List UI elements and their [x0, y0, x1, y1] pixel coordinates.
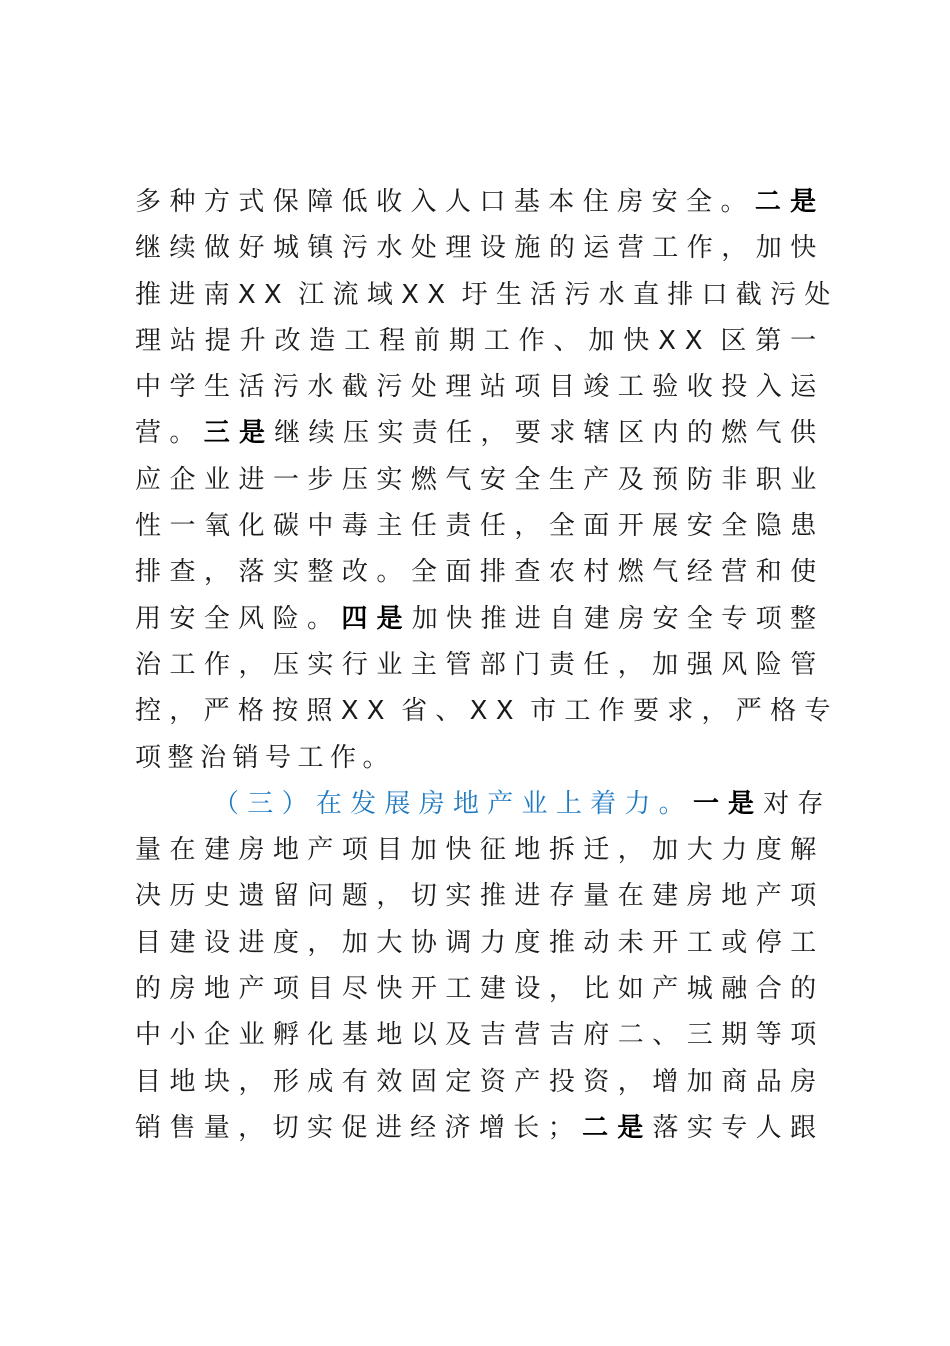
section-heading-line — [135, 781, 824, 827]
text-span: 项整治销号工作。 — [135, 742, 396, 773]
text-line — [135, 225, 816, 271]
text-line — [135, 457, 816, 503]
text-line — [135, 318, 816, 364]
text-line — [135, 642, 816, 688]
text-span: 多 种 方 式 保 障 低 收 入 人 口 基 本 住 房 安 全 。 — [135, 187, 747, 217]
text-span: 继 续 做 好 城 镇 污 水 处 理 设 施 的 运 营 工 作 ， 加 快 — [135, 233, 817, 264]
text-line — [135, 596, 816, 642]
text-line — [135, 364, 816, 410]
text-span: 对 存 — [763, 788, 824, 819]
text-span: 目 地 块 ， 形 成 有 效 固 定 资 产 投 资 ， 增 加 商 品 房 — [135, 1066, 817, 1097]
text-span: 落 实 专 人 跟 — [652, 1112, 817, 1143]
text-span: 控 ， 严 格 按 照 X X 省 、 X X 市 工 作 要 求 ， 严 格 专 — [135, 696, 831, 727]
text-span: 目 建 设 进 度 ， 加 大 协 调 力 度 推 动 未 开 工 或 停 工 — [135, 927, 817, 958]
emphasis-span: 一 是 — [692, 788, 755, 819]
emphasis-span: 三 是 — [203, 418, 265, 449]
text-line — [135, 1012, 816, 1058]
text-line — [135, 688, 831, 734]
text-line — [135, 410, 816, 456]
text-line — [135, 272, 831, 318]
text-span: 排 查 ， 落 实 整 改 。 全 面 排 查 农 村 燃 气 经 营 和 使 — [135, 557, 817, 588]
text-span: 营 。 — [135, 418, 196, 449]
text-line — [135, 827, 816, 873]
emphasis-span: 二 是 — [582, 1112, 644, 1143]
text-span: 用 安 全 风 险 。 — [135, 603, 333, 634]
text-line — [135, 966, 816, 1012]
text-span: 量 在 建 房 地 产 项 目 加 快 征 地 拆 迁 ， 加 大 力 度 解 — [135, 835, 817, 866]
text-span: 理 站 提 升 改 造 工 程 前 期 工 作 、 加 快 X X 区 第 一 — [135, 325, 817, 356]
text-span: 的 房 地 产 项 目 尽 快 开 工 建 设 ， 比 如 产 城 融 合 的 — [135, 974, 817, 1005]
text-span: 决 历 史 遗 留 问 题 ， 切 实 推 进 存 量 在 建 房 地 产 项 — [135, 881, 817, 912]
text-line — [135, 735, 816, 781]
text-line — [135, 1059, 816, 1105]
text-span: 中 小 企 业 孵 化 基 地 以 及 吉 营 吉 府 二 、 三 期 等 项 — [135, 1020, 817, 1051]
text-span: 性 一 氧 化 碳 中 毒 主 任 责 任 ， 全 面 开 展 安 全 隐 患 — [135, 511, 817, 542]
text-span: 中 学 生 活 污 水 截 污 处 理 站 项 目 竣 工 验 收 投 入 运 — [135, 372, 817, 403]
emphasis-span: 二 是 — [754, 187, 817, 217]
emphasis-span: 四 是 — [341, 603, 403, 634]
text-line — [135, 179, 816, 225]
text-line — [135, 503, 816, 549]
section-heading: （ 三 ） 在 发 展 房 地 产 业 上 着 力 。 — [213, 788, 685, 819]
text-line — [135, 1105, 816, 1151]
text-span: 继 续 压 实 责 任 ， 要 求 辖 区 内 的 燃 气 供 — [274, 418, 817, 449]
text-span: 加 快 推 进 自 建 房 安 全 专 项 整 — [411, 603, 817, 634]
text-span: 治 工 作 ， 压 实 行 业 主 管 部 门 责 任 ， 加 强 风 险 管 — [135, 649, 817, 680]
text-span: 应 企 业 进 一 步 压 实 燃 气 安 全 生 产 及 预 防 非 职 业 — [135, 464, 817, 495]
text-line — [135, 549, 816, 595]
text-line — [135, 873, 816, 919]
body-text — [135, 179, 831, 1151]
text-span: 销 售 量 ， 切 实 促 进 经 济 增 长 ； — [135, 1112, 574, 1143]
text-line — [135, 920, 816, 966]
text-span: 推 进 南 X X 江 流 域 X X 圩 生 活 污 水 直 排 口 截 污 处 — [135, 279, 831, 310]
